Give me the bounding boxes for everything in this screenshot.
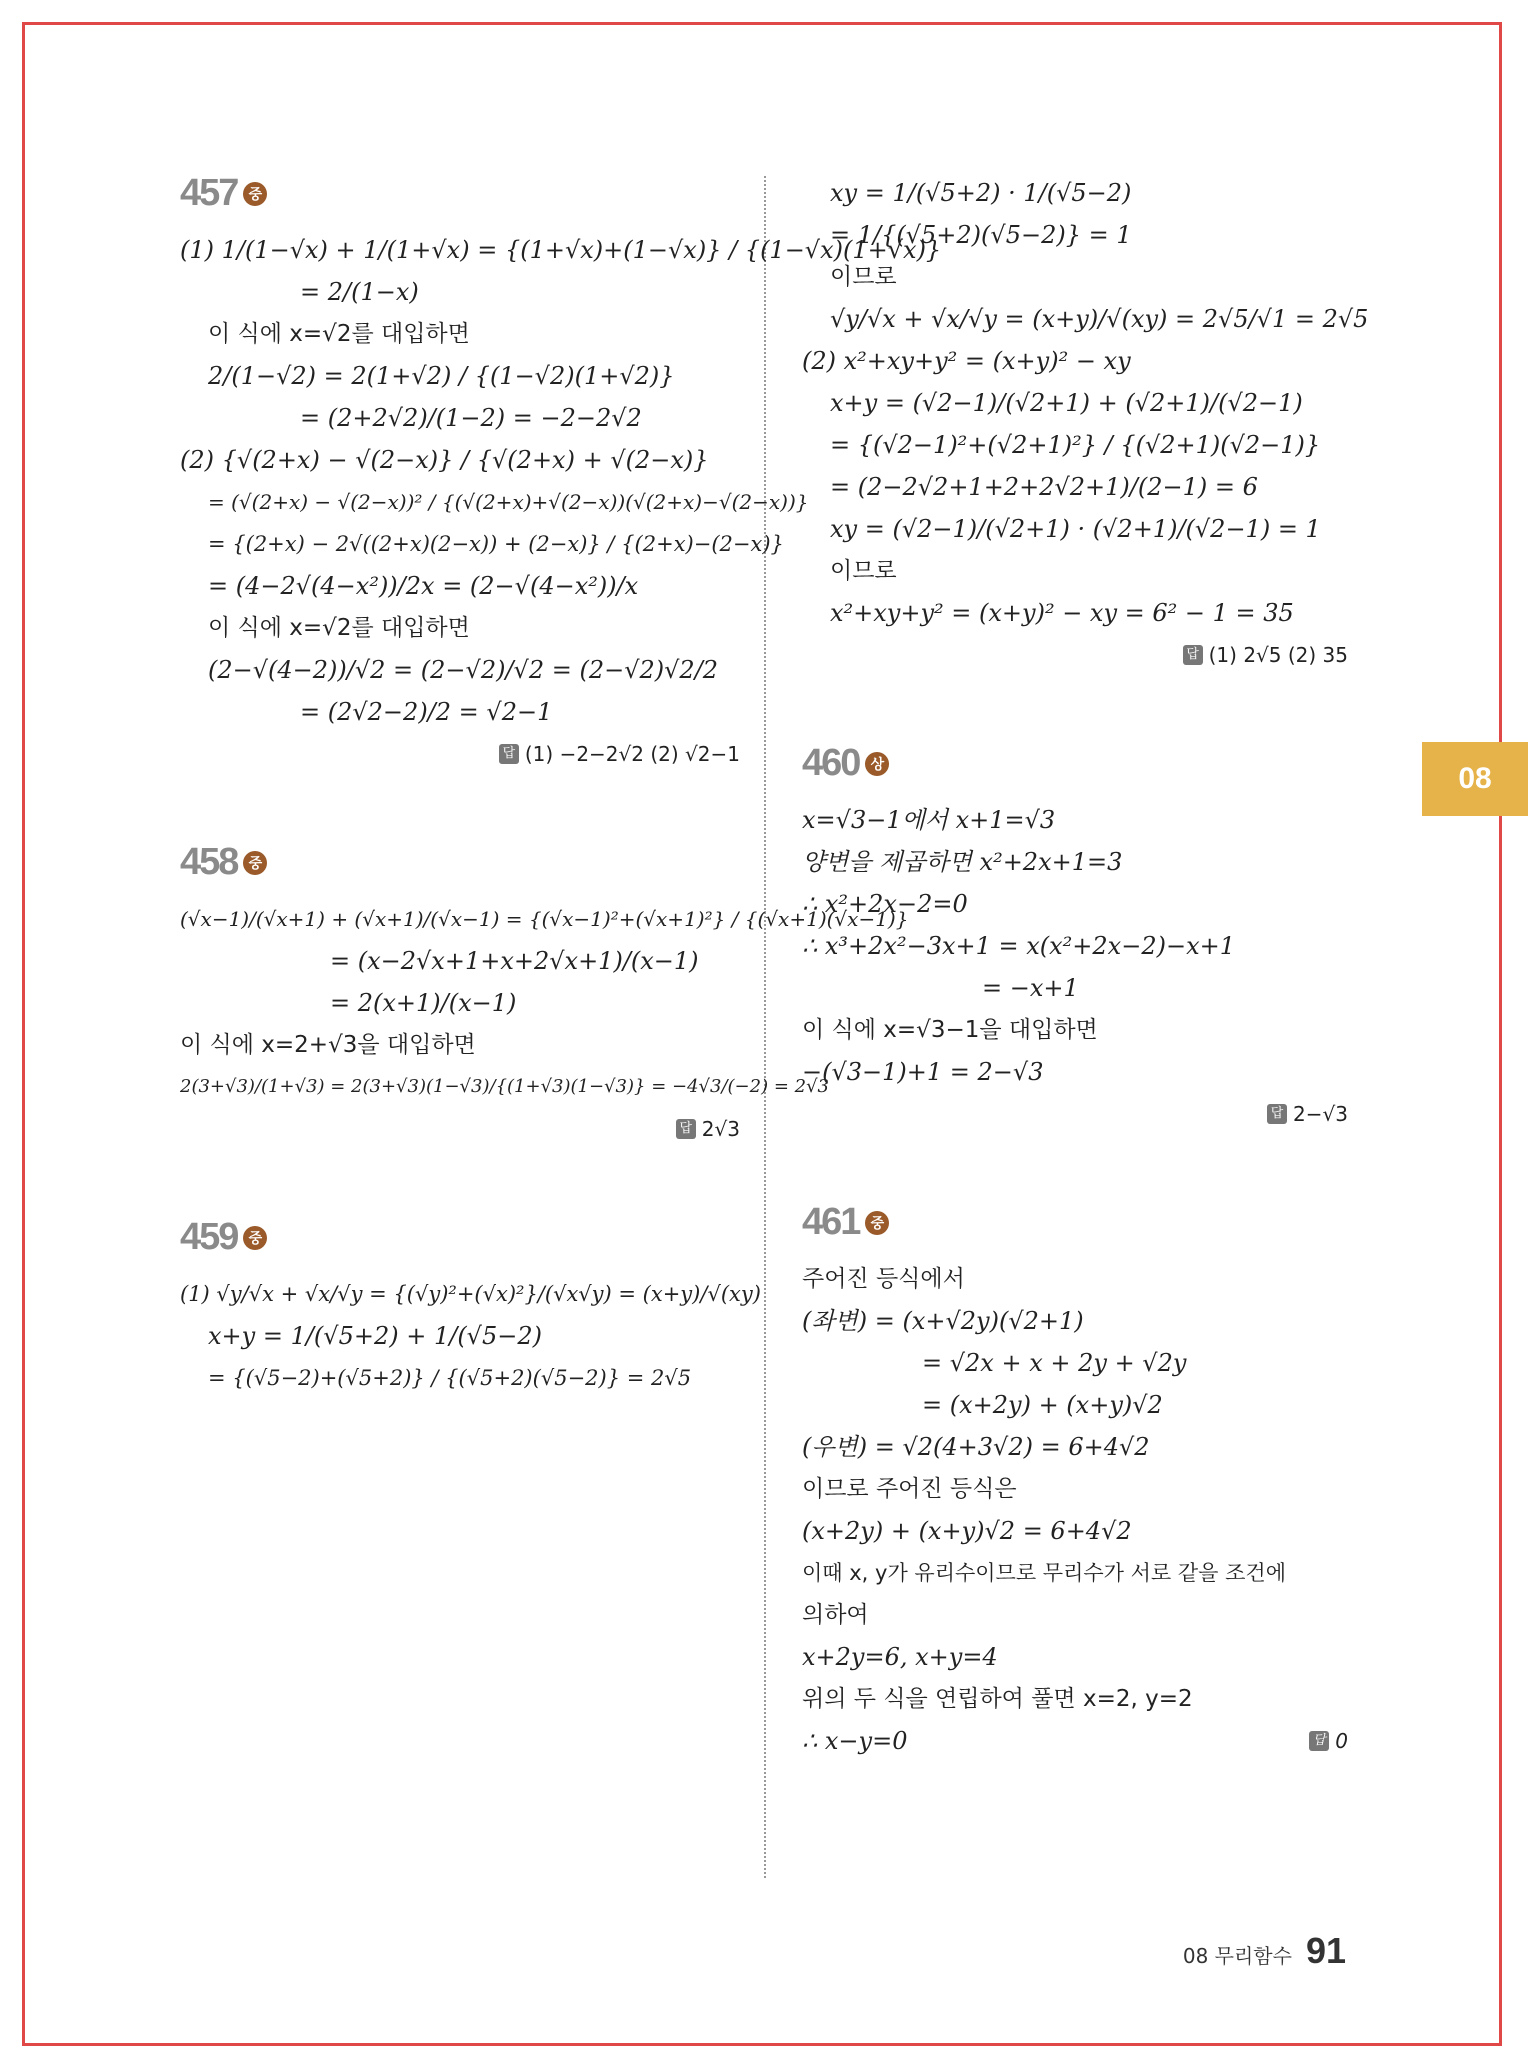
solution-line: (1) 1/(1−√x) + 1/(1+√x) = {(1+√x)+(1−√x)} / {(1−√x)(1+√x)} (180, 236, 942, 264)
solution-line: √y/√x + √x/√y = (x+y)/√(xy) = 2√5/√1 = 2√5 (830, 305, 1369, 333)
solution-line: 2(3+√3)/(1+√3) = 2(3+√3)(1−√3)/{(1+√3)(1−√3)} = −4√3/(−2) = 2√3 (180, 1076, 829, 1097)
solution-line: 이때 x, y가 유리수이므로 무리수가 서로 같을 조건에 (802, 1561, 1286, 1585)
solution-line: = {(2+x) − 2√((2+x)(2−x)) + (2−x)} / {(2+x)−(2−x)} (208, 532, 784, 556)
solution-line: = √2x + x + 2y + √2y (922, 1349, 1187, 1377)
solution-line: = {(√2−1)²+(√2+1)²} / {(√2+1)(√2−1)} (830, 431, 1321, 459)
answer-box (180, 737, 740, 771)
solution-line: ∴ x−y=0 (802, 1727, 908, 1755)
answer-icon: 답 (1183, 645, 1203, 665)
solution-line: ∴ x²+2x−2=0 (802, 890, 968, 918)
solution-line: (2) x²+xy+y² = (x+y)² − xy (802, 347, 1131, 375)
column-divider (764, 176, 766, 1878)
solution-line: = (4−2√(4−x²))/2x = (2−√(4−x²))/x (208, 572, 639, 600)
problem-459 (180, 1216, 761, 1399)
page-footer (1183, 1930, 1346, 1972)
solution-line: 이므로 (830, 558, 897, 584)
solution-line: = 2/(1−x) (300, 278, 419, 306)
difficulty-badge: 중 (243, 851, 267, 875)
answer-icon: 답 (1267, 1104, 1287, 1124)
problem-number: 459 (180, 1216, 238, 1258)
solution-line: = (2+2√2)/(1−2) = −2−2√2 (300, 404, 642, 432)
answer-icon: 답 (676, 1119, 696, 1139)
solution-line: = (x+2y) + (x+y)√2 (922, 1391, 1163, 1419)
answer-text: 2√3 (701, 1117, 740, 1141)
solution-line: (√x−1)/(√x+1) + (√x+1)/(√x−1) = {(√x−1)²+(√x+1)²} / {(√x+1)(√x−1)} (180, 907, 909, 931)
solution-line: 이 식에 x=2+√3을 대입하면 (180, 1032, 476, 1058)
answer-text: 2−√3 (1293, 1102, 1348, 1126)
solution-line: x+2y=6, x+y=4 (802, 1643, 998, 1671)
solution-line: 이므로 (830, 264, 897, 290)
answer-text: (1) −2−2√2 (2) √2−1 (524, 742, 740, 766)
solution-line: 2/(1−√2) = 2(1+√2) / {(1−√2)(1+√2)} (208, 362, 675, 390)
right-column (802, 172, 1369, 1762)
answer-box (802, 1097, 1348, 1131)
problem-461 (802, 1201, 1348, 1762)
solution-line: = (x−2√x+1+x+2√x+1)/(x−1) (330, 947, 699, 975)
solution-line: 이 식에 x=√2를 대입하면 (208, 615, 470, 641)
difficulty-badge: 상 (865, 752, 889, 776)
solution-line: 의하여 (802, 1602, 869, 1628)
answer-text: 0 (1335, 1729, 1348, 1753)
answer-box (180, 1112, 740, 1146)
answer-icon: 답 (499, 744, 519, 764)
problem-number: 458 (180, 841, 238, 883)
problem-460 (802, 742, 1348, 1131)
difficulty-badge: 중 (243, 1226, 267, 1250)
difficulty-badge: 중 (243, 182, 267, 206)
solution-line: x²+xy+y² = (x+y)² − xy = 6² − 1 = 35 (830, 599, 1294, 627)
solution-line: (우변) = √2(4+3√2) = 6+4√2 (802, 1433, 1150, 1461)
solution-line: (1) √y/√x + √x/√y = {(√y)²+(√x)²}/(√x√y) = (x+y)/√(xy) (180, 1282, 761, 1306)
solution-line: = (2−2√2+1+2+2√2+1)/(2−1) = 6 (830, 473, 1258, 501)
solution-final-row (802, 1720, 1348, 1762)
problem-number: 460 (802, 742, 860, 784)
solution-line: = −x+1 (982, 974, 1079, 1002)
solution-line: = (2√2−2)/2 = √2−1 (300, 698, 553, 726)
solution-line: x=√3−1에서 x+1=√3 (802, 806, 1056, 834)
solution-line: ∴ x³+2x²−3x+1 = x(x²+2x−2)−x+1 (802, 932, 1235, 960)
chapter-title: 08 무리함수 (1182, 1944, 1292, 1968)
page-number: 91 (1305, 1930, 1346, 1971)
solution-line: = (√(2+x) − √(2−x))² / {(√(2+x)+√(2−x))(√(2+x)−√(2−x))} (208, 490, 809, 514)
solution-line: 주어진 등식에서 (802, 1266, 965, 1292)
solution-line: = {(√5−2)+(√5+2)} / {(√5+2)(√5−2)} = 2√5 (208, 1366, 692, 1390)
solution-line: x+y = (√2−1)/(√2+1) + (√2+1)/(√2−1) (830, 389, 1303, 417)
problem-number: 457 (180, 172, 238, 214)
answer-text: (1) 2√5 (2) 35 (1208, 643, 1348, 667)
answer-icon: 답 (1309, 1731, 1329, 1751)
solution-line: x+y = 1/(√5+2) + 1/(√5−2) (208, 1322, 542, 1350)
solution-line: −(√3−1)+1 = 2−√3 (802, 1058, 1044, 1086)
solution-line: = 1/{(√5+2)(√5−2)} = 1 (830, 221, 1132, 249)
answer-box (1309, 1720, 1348, 1762)
solution-line: (2−√(4−2))/√2 = (2−√2)/√2 = (2−√2)√2/2 (208, 656, 719, 684)
chapter-tab: 08 (1422, 742, 1528, 816)
difficulty-badge: 중 (865, 1211, 889, 1235)
solution-line: 이 식에 x=√3−1을 대입하면 (802, 1017, 1098, 1043)
solution-line: = 2(x+1)/(x−1) (330, 989, 517, 1017)
solution-line: 이므로 주어진 등식은 (802, 1476, 1017, 1502)
solution-line: (좌변) = (x+√2y)(√2+1) (802, 1307, 1084, 1335)
solution-line: xy = 1/(√5+2) · 1/(√5−2) (830, 179, 1132, 207)
solution-line: (x+2y) + (x+y)√2 = 6+4√2 (802, 1517, 1132, 1545)
solution-line: xy = (√2−1)/(√2+1) · (√2+1)/(√2−1) = 1 (830, 515, 1321, 543)
problem-number: 461 (802, 1201, 860, 1243)
problem-459-continued (802, 172, 1369, 672)
solution-line: 이 식에 x=√2를 대입하면 (208, 321, 470, 347)
solution-line: (2) {√(2+x) − √(2−x)} / {√(2+x) + √(2−x)} (180, 446, 709, 474)
answer-box (802, 638, 1348, 672)
solution-line: 위의 두 식을 연립하여 풀면 x=2, y=2 (802, 1686, 1193, 1712)
solution-line: 양변을 제곱하면 x²+2x+1=3 (802, 848, 1123, 876)
